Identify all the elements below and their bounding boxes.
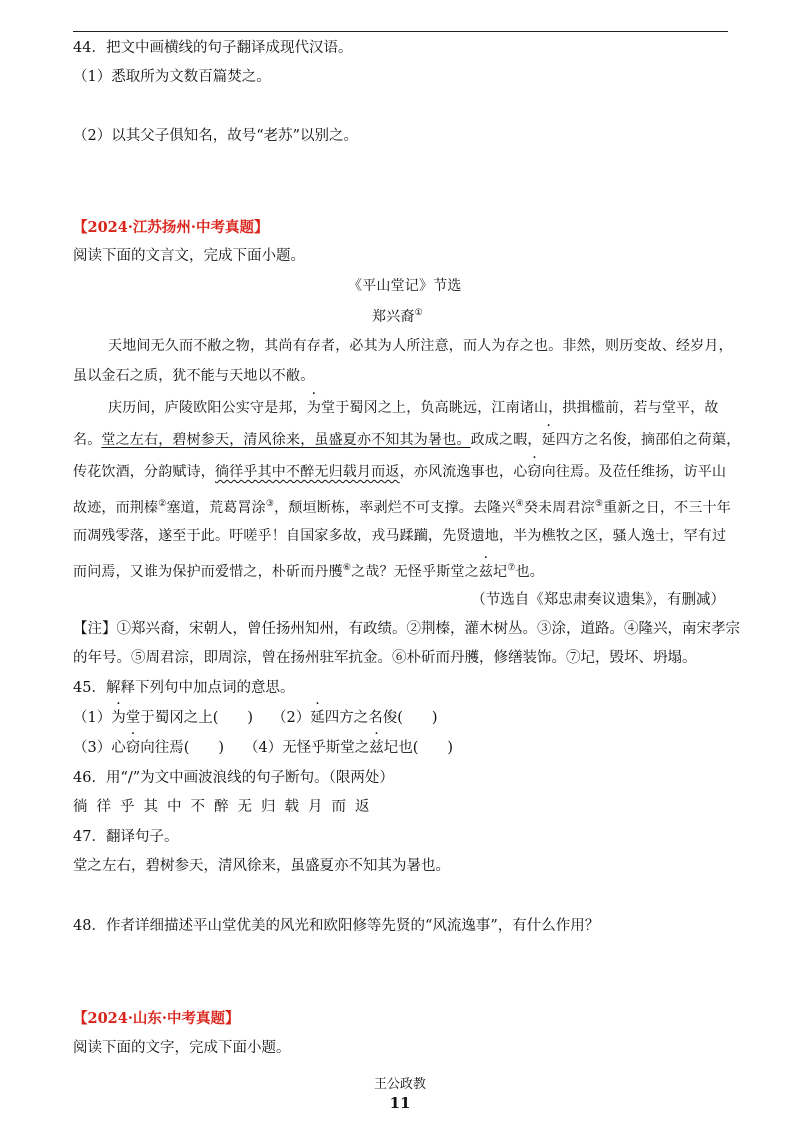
- passage-line-5: 传花饮酒，分韵赋诗，徜徉乎其中不醉无归载月而返，亦风流逸事也，心窃向往焉。及莅任维扬，访平山: [73, 464, 727, 480]
- q44-sentence-2: （2）以其父子俱知名，故号“老苏”以别之。: [73, 128, 359, 144]
- header-rule: [73, 31, 728, 32]
- section-instruction: 阅读下面的文言文，完成下面小题。: [73, 248, 305, 264]
- dotted-word-qie: 窃: [527, 464, 542, 480]
- q44-title: 44．把文中画横线的句子翻译成现代汉语。: [73, 40, 353, 56]
- section-tag-shandong: 【2024·山东·中考真题】: [73, 1010, 240, 1027]
- q45-item-2: （2）延四方之名俊( ): [272, 710, 438, 726]
- q45-title: 45．解释下列句中加点词的意思。: [73, 680, 295, 696]
- passage-line-3: 庆历间，庐陵欧阳公实守是邦，为堂于蜀冈之上，负高眺远，江南诸山，拱揖槛前，若与堂平，故: [108, 400, 719, 416]
- passage-line-7: 而凋残零落，遂至于此。吁嗟乎！自国家多故，戎马蹂躏，先贤遗地，半为樵牧之区，骚人逸士，罕有过: [73, 528, 727, 544]
- q48-title: 48．作者详细描述平山堂优美的风光和欧阳修等先贤的“风流逸事”，有什么作用？: [73, 918, 600, 934]
- q46-title: 46．用“/”为文中画波浪线的句子断句。（限两处）: [73, 770, 394, 786]
- q45-item-3: （3）心窃向往焉( ): [73, 740, 225, 756]
- passage-line-4: 名。堂之左右，碧树参天，清风徐来，虽盛夏亦不知其为暑也。政成之暇，延四方之名俊，摘邵伯之荷蕖，: [73, 432, 741, 448]
- q45-item-4: （4）无怪乎斯堂之兹圮也( ): [244, 740, 454, 756]
- dotted-word-wei: 为: [306, 400, 322, 416]
- dotted-word-yan: 延: [541, 432, 556, 448]
- passage-line-2: 虽以金石之质，犹不能与天地以不敝。: [73, 368, 315, 384]
- passage-line-6: 故迹，而荆榛②塞道，荒葛罥涂③，颓垣断栋，率剥烂不可支撑。去隆兴④癸未周君淙⑤重新之日，不三十年: [73, 499, 731, 516]
- passage-source: （节选自《郑忠肃奏议遗集》，有删减）: [471, 592, 725, 608]
- notes-line-2: 的年号。⑤周君淙，即周淙，曾在扬州驻军抗金。⑥朴斫而丹雘，修缮装饰。⑦圮，毁坏、坍塌。: [73, 650, 697, 666]
- q45-item-1: （1）为堂于蜀冈之上( ): [73, 710, 254, 726]
- section3-instruction: 阅读下面的文字，完成下面小题。: [73, 1040, 291, 1056]
- q47-title: 47．翻译句子。: [73, 829, 179, 845]
- q47-sentence: 堂之左右，碧树参天，清风徐来，虽盛夏亦不知其为暑也。: [73, 858, 450, 874]
- page-number: 11: [389, 1094, 411, 1112]
- passage-author: 郑兴裔①: [372, 308, 423, 325]
- q46-sentence: 徜徉乎其中不醉无归载月而返: [73, 799, 379, 815]
- passage-line-1: 天地间无久而不敝之物，其尚有存者，必其为人所注意，而人为存之也。非然，则历变故、经岁月，: [108, 338, 733, 354]
- q44-sentence-1: （1）悉取所为文数百篇焚之。: [73, 69, 271, 85]
- wavy-underlined-sentence: 徜徉乎其中不醉无归载月而返: [215, 464, 400, 480]
- passage-line-8: 而问焉，又谁为保护而爱惜之，朴斫而丹雘⑥之哉？无怪乎斯堂之兹圮⑦也。: [73, 563, 544, 580]
- footer-publisher: 王公政教: [373, 1077, 426, 1092]
- dotted-word-zi: 兹: [478, 564, 494, 580]
- section-tag-yangzhou: 【2024·江苏扬州·中考真题】: [73, 219, 269, 236]
- passage-title: 《平山堂记》节选: [348, 278, 462, 294]
- notes-line-1: 【注】①郑兴裔，宋朝人，曾任扬州知州，有政绩。②荆榛，灌木树丛。③涂，道路。④隆兴，南宋孝宗: [73, 621, 740, 637]
- underlined-sentence: 堂之左右，碧树参天，清风徐来，虽盛夏亦不知其为暑也。: [101, 432, 471, 448]
